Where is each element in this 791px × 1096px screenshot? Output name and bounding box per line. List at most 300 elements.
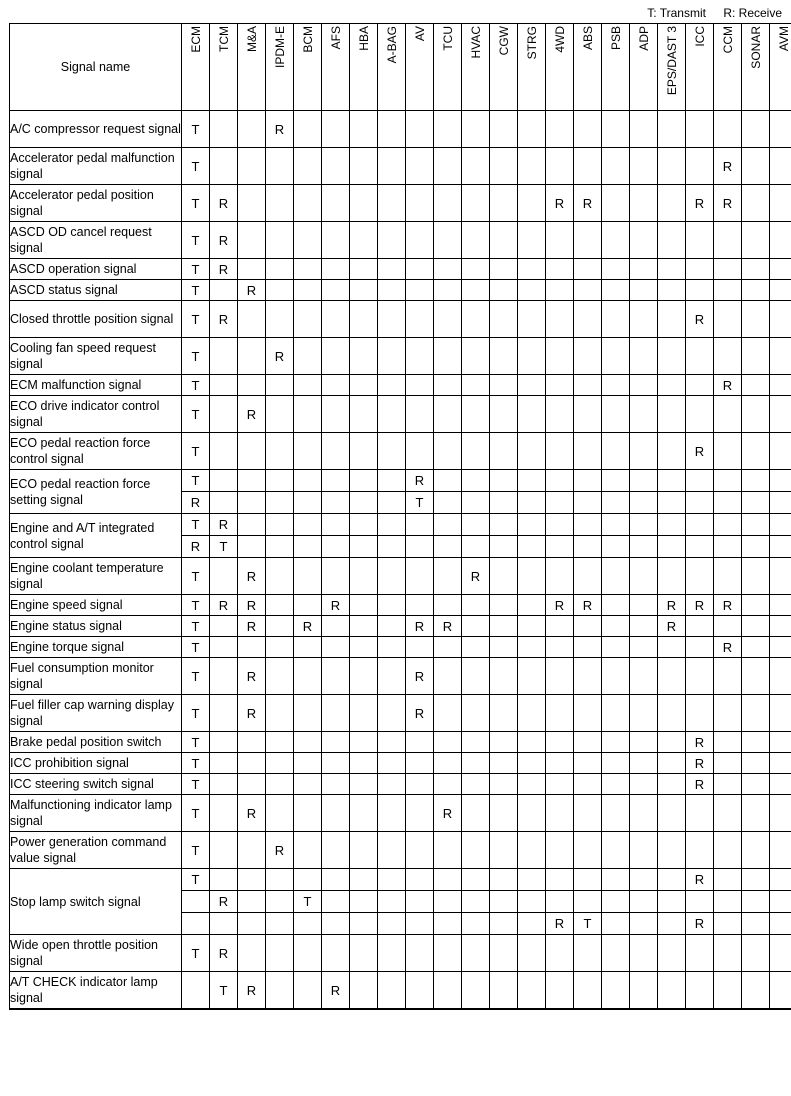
signal-value-cell: [686, 616, 714, 637]
column-header: [518, 24, 546, 111]
signal-value-cell: [546, 259, 574, 280]
signal-value-cell: [742, 222, 770, 259]
signal-value-cell: [742, 338, 770, 375]
signal-value-cell: T: [210, 972, 238, 1010]
signal-value-cell: [406, 913, 434, 935]
signal-value-cell: [490, 470, 518, 492]
signal-value-cell: [630, 658, 658, 695]
signal-value-cell: [490, 536, 518, 558]
signal-value-cell: [406, 514, 434, 536]
signal-value-cell: [518, 375, 546, 396]
signal-value-cell: [266, 753, 294, 774]
table-row: [10, 795, 791, 832]
signal-value-cell: [434, 375, 462, 396]
legend-receive: R: Receive: [723, 6, 782, 20]
signal-value-cell: T: [182, 753, 210, 774]
signal-value-cell: [518, 935, 546, 972]
signal-name-cell: Accelerator pedal malfunction signal: [10, 148, 182, 185]
signal-value-cell: T: [182, 514, 210, 536]
signal-value-cell: [490, 972, 518, 1010]
signal-value-cell: [770, 111, 791, 148]
signal-value-cell: [238, 637, 266, 658]
signal-value-cell: [742, 375, 770, 396]
signal-value-cell: [658, 774, 686, 795]
signal-value-cell: T: [182, 637, 210, 658]
signal-value-cell: [350, 891, 378, 913]
signal-value-cell: [574, 795, 602, 832]
signal-value-cell: R: [686, 433, 714, 470]
signal-value-cell: [294, 536, 322, 558]
signal-value-cell: [602, 891, 630, 913]
signal-value-cell: [714, 774, 742, 795]
signal-value-cell: [182, 972, 210, 1010]
signal-value-cell: [462, 753, 490, 774]
signal-value-cell: [322, 869, 350, 891]
signal-value-cell: [658, 259, 686, 280]
signal-value-cell: [630, 301, 658, 338]
signal-value-cell: [574, 259, 602, 280]
signal-value-cell: [658, 338, 686, 375]
signal-value-cell: [602, 259, 630, 280]
signal-value-cell: [686, 280, 714, 301]
signal-value-cell: [490, 869, 518, 891]
signal-value-cell: [434, 832, 462, 869]
signal-value-cell: [210, 695, 238, 732]
signal-value-cell: [434, 891, 462, 913]
signal-value-cell: R: [210, 259, 238, 280]
signal-value-cell: [546, 891, 574, 913]
signal-value-cell: [574, 637, 602, 658]
signal-value-cell: [434, 338, 462, 375]
signal-value-cell: [490, 595, 518, 616]
signal-value-cell: R: [182, 492, 210, 514]
signal-value-cell: [322, 913, 350, 935]
signal-value-cell: T: [182, 595, 210, 616]
signal-value-cell: T: [182, 280, 210, 301]
signal-value-cell: [238, 913, 266, 935]
signal-value-cell: [378, 492, 406, 514]
signal-value-cell: [434, 595, 462, 616]
signal-value-cell: [742, 695, 770, 732]
signal-value-cell: [210, 795, 238, 832]
signal-value-cell: [574, 732, 602, 753]
column-header-label: AFS: [328, 26, 343, 50]
column-header-label: M&A: [244, 26, 259, 53]
signal-value-cell: [518, 732, 546, 753]
signal-value-cell: [266, 396, 294, 433]
signal-value-cell: [462, 913, 490, 935]
signal-value-cell: [602, 869, 630, 891]
signal-value-cell: [518, 338, 546, 375]
signal-value-cell: [686, 972, 714, 1010]
column-header: [490, 24, 518, 111]
signal-value-cell: [602, 558, 630, 595]
signal-value-cell: [462, 595, 490, 616]
signal-value-cell: T: [182, 301, 210, 338]
signal-value-cell: [378, 616, 406, 637]
signal-value-cell: [434, 536, 462, 558]
signal-value-cell: [630, 338, 658, 375]
signal-value-cell: [546, 795, 574, 832]
signal-value-cell: [630, 913, 658, 935]
signal-value-cell: [266, 492, 294, 514]
column-header: [742, 24, 770, 111]
table-row: [10, 222, 791, 259]
legend-transmit: T: Transmit: [647, 6, 706, 20]
signal-value-cell: [350, 280, 378, 301]
signal-value-cell: [378, 695, 406, 732]
signal-value-cell: [742, 832, 770, 869]
column-header: [658, 24, 686, 111]
signal-value-cell: [686, 832, 714, 869]
signal-value-cell: [518, 891, 546, 913]
signal-value-cell: [350, 396, 378, 433]
signal-value-cell: [518, 280, 546, 301]
signal-value-cell: [378, 301, 406, 338]
signal-value-cell: T: [182, 832, 210, 869]
column-header-label: EPS/DAST 3: [664, 26, 679, 96]
signal-value-cell: [714, 935, 742, 972]
signal-value-cell: [378, 222, 406, 259]
column-header: [434, 24, 462, 111]
signal-value-cell: [490, 301, 518, 338]
table-row: [10, 514, 791, 536]
signal-value-cell: [602, 375, 630, 396]
signal-value-cell: [602, 396, 630, 433]
signal-value-cell: [350, 470, 378, 492]
signal-value-cell: [770, 433, 791, 470]
signal-value-cell: T: [182, 774, 210, 795]
signal-value-cell: [714, 558, 742, 595]
signal-value-cell: [630, 616, 658, 637]
signal-value-cell: [770, 695, 791, 732]
signal-value-cell: [602, 470, 630, 492]
signal-value-cell: [742, 637, 770, 658]
signal-name-cell: Accelerator pedal position signal: [10, 185, 182, 222]
signal-value-cell: R: [210, 891, 238, 913]
signal-value-cell: [378, 795, 406, 832]
signal-value-cell: [462, 616, 490, 637]
signal-value-cell: [546, 338, 574, 375]
signal-value-cell: [686, 935, 714, 972]
signal-value-cell: [742, 891, 770, 913]
column-header-label: 4WD: [552, 26, 567, 53]
signal-value-cell: [266, 185, 294, 222]
signal-value-cell: [266, 148, 294, 185]
signal-value-cell: [378, 396, 406, 433]
signal-value-cell: [294, 753, 322, 774]
signal-value-cell: [658, 558, 686, 595]
signal-value-cell: [518, 913, 546, 935]
signal-value-cell: [210, 470, 238, 492]
signal-value-cell: [602, 695, 630, 732]
signal-value-cell: [378, 658, 406, 695]
signal-value-cell: T: [182, 869, 210, 891]
signal-value-cell: [574, 536, 602, 558]
signal-value-cell: [350, 111, 378, 148]
signal-value-cell: T: [294, 891, 322, 913]
signal-value-cell: [434, 935, 462, 972]
signal-value-cell: [210, 774, 238, 795]
signal-value-cell: [630, 695, 658, 732]
signal-value-cell: [434, 301, 462, 338]
signal-value-cell: R: [238, 616, 266, 637]
signal-value-cell: [574, 935, 602, 972]
signal-value-cell: R: [238, 972, 266, 1010]
signal-value-cell: [630, 637, 658, 658]
signal-value-cell: [686, 891, 714, 913]
signal-value-cell: [546, 301, 574, 338]
signal-value-cell: R: [406, 470, 434, 492]
signal-value-cell: [322, 795, 350, 832]
signal-value-cell: [686, 558, 714, 595]
signal-value-cell: [350, 616, 378, 637]
signal-value-cell: [630, 470, 658, 492]
signal-value-cell: [322, 148, 350, 185]
signal-value-cell: [658, 891, 686, 913]
signal-value-cell: [294, 514, 322, 536]
signal-value-cell: [518, 595, 546, 616]
column-header-label: AVM: [776, 26, 791, 52]
signal-value-cell: [238, 470, 266, 492]
signal-value-cell: R: [686, 185, 714, 222]
signal-value-cell: R: [658, 616, 686, 637]
signal-value-cell: [658, 658, 686, 695]
signal-value-cell: [518, 185, 546, 222]
column-header-label: HBA: [356, 26, 371, 51]
signal-value-cell: [714, 514, 742, 536]
signal-value-cell: R: [210, 185, 238, 222]
signal-value-cell: [462, 732, 490, 753]
column-header: [322, 24, 350, 111]
signal-value-cell: [462, 280, 490, 301]
signal-value-cell: [518, 637, 546, 658]
signal-value-cell: [266, 470, 294, 492]
signal-value-cell: [742, 514, 770, 536]
signal-value-cell: [238, 111, 266, 148]
signal-value-cell: R: [238, 280, 266, 301]
signal-value-cell: [322, 658, 350, 695]
signal-value-cell: R: [210, 595, 238, 616]
column-header: [210, 24, 238, 111]
signal-value-cell: [574, 338, 602, 375]
signal-value-cell: [294, 375, 322, 396]
signal-value-cell: [770, 616, 791, 637]
signal-value-cell: [406, 433, 434, 470]
signal-value-cell: [406, 595, 434, 616]
signal-value-cell: [518, 832, 546, 869]
signal-value-cell: [602, 616, 630, 637]
signal-value-cell: [630, 433, 658, 470]
signal-value-cell: [686, 396, 714, 433]
table-row: [10, 732, 791, 753]
signal-name-cell: ECO pedal reaction force setting signal: [10, 470, 182, 514]
signal-value-cell: [658, 396, 686, 433]
signal-value-cell: [602, 732, 630, 753]
column-header: [350, 24, 378, 111]
signal-value-cell: [686, 795, 714, 832]
signal-value-cell: [210, 111, 238, 148]
signal-value-cell: T: [182, 935, 210, 972]
signal-value-cell: [490, 280, 518, 301]
signal-value-cell: [238, 832, 266, 869]
signal-value-cell: [518, 774, 546, 795]
signal-value-cell: [294, 695, 322, 732]
signal-value-cell: [770, 774, 791, 795]
signal-value-cell: [518, 470, 546, 492]
signal-value-cell: [770, 280, 791, 301]
signal-value-cell: [350, 185, 378, 222]
signal-value-cell: [210, 913, 238, 935]
column-header: [266, 24, 294, 111]
column-header-label: A-BAG: [384, 26, 399, 64]
signal-value-cell: [714, 536, 742, 558]
signal-value-cell: [322, 695, 350, 732]
signal-value-cell: [238, 222, 266, 259]
signal-name-cell: ECO drive indicator control signal: [10, 396, 182, 433]
table-row: [10, 869, 791, 891]
signal-value-cell: R: [406, 616, 434, 637]
signal-value-cell: [742, 470, 770, 492]
signal-value-cell: [322, 732, 350, 753]
signal-value-cell: R: [238, 695, 266, 732]
signal-value-cell: [434, 396, 462, 433]
signal-value-cell: [518, 148, 546, 185]
signal-value-cell: [434, 658, 462, 695]
column-header-label: TCM: [216, 26, 231, 52]
signal-value-cell: [238, 433, 266, 470]
signal-value-cell: [630, 774, 658, 795]
signal-value-cell: [630, 595, 658, 616]
signal-value-cell: [630, 536, 658, 558]
signal-value-cell: [322, 558, 350, 595]
signal-value-cell: [322, 111, 350, 148]
signal-name-cell: Engine status signal: [10, 616, 182, 637]
signal-value-cell: [742, 396, 770, 433]
signal-value-cell: [462, 935, 490, 972]
signal-value-cell: [630, 280, 658, 301]
signal-value-cell: [574, 558, 602, 595]
signal-value-cell: [266, 695, 294, 732]
signal-value-cell: [406, 935, 434, 972]
signal-value-cell: [770, 536, 791, 558]
signal-value-cell: [266, 658, 294, 695]
signal-value-cell: [742, 795, 770, 832]
signal-value-cell: [266, 536, 294, 558]
signal-value-cell: [434, 111, 462, 148]
signal-value-cell: [266, 795, 294, 832]
signal-value-cell: [546, 695, 574, 732]
signal-value-cell: [742, 259, 770, 280]
signal-value-cell: [714, 338, 742, 375]
column-header: [714, 24, 742, 111]
signal-value-cell: [210, 396, 238, 433]
signal-value-cell: [294, 558, 322, 595]
signal-value-cell: [686, 222, 714, 259]
signal-value-cell: [434, 259, 462, 280]
signal-value-cell: [714, 832, 742, 869]
column-header-label: ECM: [188, 26, 203, 53]
signal-value-cell: R: [434, 616, 462, 637]
signal-value-cell: [294, 595, 322, 616]
signal-value-cell: [490, 148, 518, 185]
signal-value-cell: [266, 375, 294, 396]
signal-value-cell: [238, 514, 266, 536]
column-header: [574, 24, 602, 111]
signal-value-cell: [490, 891, 518, 913]
column-header: [406, 24, 434, 111]
signal-value-cell: [238, 259, 266, 280]
signal-value-cell: [266, 259, 294, 280]
signal-value-cell: [574, 280, 602, 301]
column-header: [602, 24, 630, 111]
signal-value-cell: [518, 433, 546, 470]
signal-value-cell: [602, 148, 630, 185]
signal-value-cell: [462, 795, 490, 832]
signal-value-cell: [182, 913, 210, 935]
signal-value-cell: [462, 470, 490, 492]
signal-value-cell: T: [182, 470, 210, 492]
signal-value-cell: [350, 595, 378, 616]
signal-value-cell: [546, 869, 574, 891]
signal-value-cell: [294, 396, 322, 433]
signal-value-cell: [434, 514, 462, 536]
signal-name-cell: Brake pedal position switch: [10, 732, 182, 753]
signal-value-cell: [434, 470, 462, 492]
signal-value-cell: [574, 222, 602, 259]
signal-value-cell: [658, 869, 686, 891]
signal-value-cell: [574, 111, 602, 148]
signal-value-cell: [322, 753, 350, 774]
signal-value-cell: [602, 935, 630, 972]
signal-value-cell: [518, 492, 546, 514]
signal-value-cell: R: [714, 148, 742, 185]
signal-value-cell: [294, 470, 322, 492]
table-row: [10, 595, 791, 616]
signal-value-cell: [630, 492, 658, 514]
signal-value-cell: [742, 148, 770, 185]
table-row: [10, 338, 791, 375]
column-header: [770, 24, 791, 111]
signal-value-cell: T: [182, 695, 210, 732]
signal-value-cell: [714, 470, 742, 492]
signal-name-cell: Closed throttle position signal: [10, 301, 182, 338]
signal-value-cell: [378, 935, 406, 972]
signal-value-cell: [714, 913, 742, 935]
signal-value-cell: [350, 558, 378, 595]
signal-value-cell: [602, 595, 630, 616]
signal-value-cell: [658, 492, 686, 514]
signal-value-cell: [490, 658, 518, 695]
signal-value-cell: [266, 732, 294, 753]
signal-value-cell: [350, 913, 378, 935]
signal-value-cell: R: [462, 558, 490, 595]
signal-value-cell: [490, 616, 518, 637]
signal-value-cell: R: [322, 595, 350, 616]
signal-value-cell: T: [182, 795, 210, 832]
signal-value-cell: [378, 774, 406, 795]
signal-value-cell: [406, 185, 434, 222]
signal-name-cell: ICC prohibition signal: [10, 753, 182, 774]
signal-name-cell: ECM malfunction signal: [10, 375, 182, 396]
signal-value-cell: [266, 616, 294, 637]
signal-value-cell: [294, 222, 322, 259]
signal-value-cell: [574, 301, 602, 338]
signal-value-cell: T: [210, 536, 238, 558]
signal-value-cell: [210, 148, 238, 185]
signal-value-cell: [294, 148, 322, 185]
column-header-label: TCU: [440, 26, 455, 51]
